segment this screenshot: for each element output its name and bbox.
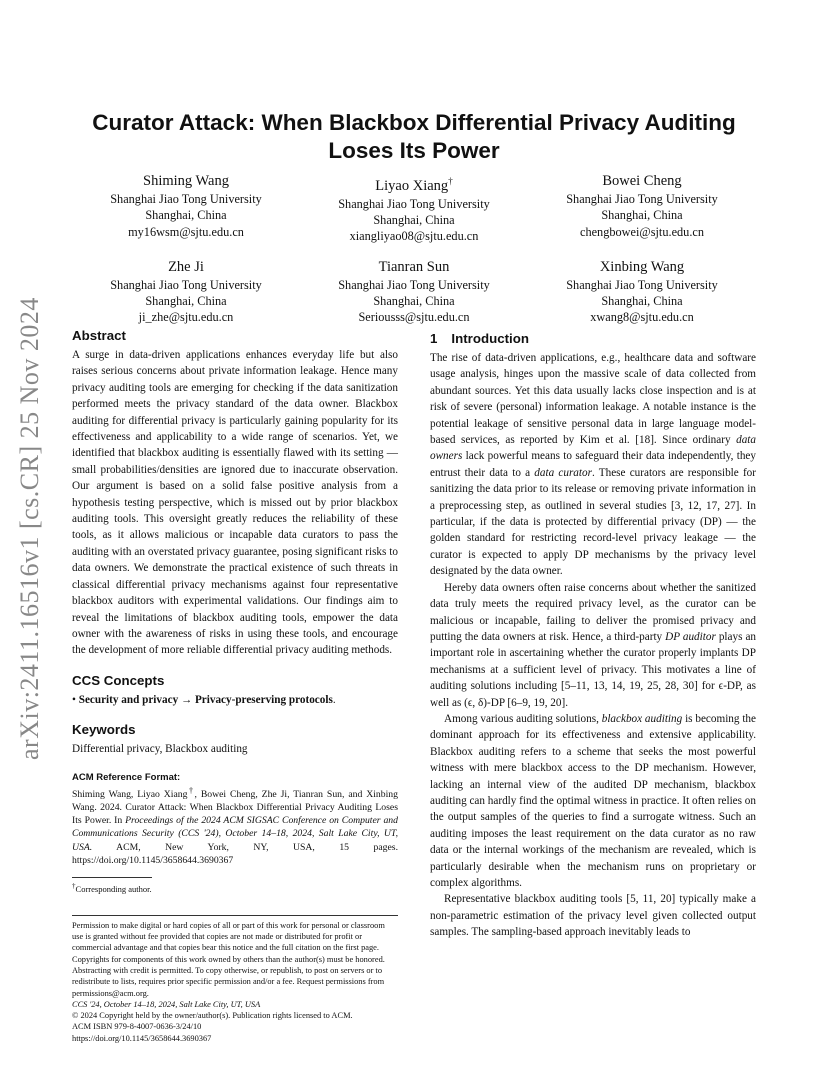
author-email[interactable]: xwang8@sjtu.edu.cn (590, 310, 694, 325)
copyright-line: © 2024 Copyright held by the owner/author(s). Publication rights licensed to ACM. (72, 1011, 353, 1021)
footnote-rule (72, 877, 152, 878)
author-location: Shanghai, China (601, 294, 683, 309)
author-name: Zhe Ji (168, 258, 204, 275)
abstract-heading: Abstract (72, 328, 126, 343)
intro-text: plays an important role in ascertaining whether the curator properly implants DP mechanisms at a sufficient level of privacy. This motivates a line of auditing solutions including [5–11, 13, 14, 19, 25, 28, 30] for ϵ-DP, as well as (ϵ, δ)-DP [6–9, 19, 20]. (430, 630, 757, 709)
author-email[interactable]: Seriousss@sjtu.edu.cn (358, 310, 470, 325)
author-email[interactable]: chengbowei@sjtu.edu.cn (579, 224, 704, 239)
author-affiliation: Shanghai Jiao Tong University (110, 192, 262, 206)
permission-text: Permission to make digital or hard copies of all or part of this work for personal or classroom use is granted without fee provided that copies are not made or distributed for profit or commercial advantage and that copies bear this notice and the full citation on the first page. Copyrights for components of this work owned by others than the author(s) must be honored. Abstracting with credit is permitted. To copy otherwise, or republish, to post on servers or to redistribute to lists, requires prior specific permission and/or a fee. Request permissions from permissions@acm.org. (72, 920, 385, 998)
intro-paragraph: Representative blackbox auditing tools [5, 11, 20] typically make a non-parametric estimation of the privacy level given collected output samples. The sampling-based approach inevitably leads to (430, 893, 756, 939)
acm-ref-authors-rest: , Bowei Cheng, Zhe Ji, Tianran Sun, and Xinbing Wang. 2024. Curator Attack: When Blackbox Differential Privacy Auditing Loses Its Power. In (72, 788, 398, 827)
footnote-text: Corresponding author. (75, 883, 152, 894)
author-location: Shanghai, China (145, 208, 227, 223)
author-email[interactable]: ji_zhe@sjtu.edu.cn (138, 310, 234, 325)
ccs-concepts-line (72, 692, 398, 708)
footnote-mark: † (72, 881, 76, 890)
author-name: Liyao Xiang (375, 177, 449, 194)
intro-paragraph (430, 580, 756, 711)
author-card (72, 257, 300, 326)
acm-ref-authors: Shiming Wang, Liyao Xiang (72, 788, 188, 800)
author-affiliation: Shanghai Jiao Tong University (338, 277, 490, 292)
author-affiliation: Shanghai Jiao Tong University (566, 192, 718, 206)
intro-text: lack powerful means to safeguard their data independently, they entrust their data to a (430, 450, 756, 479)
intro-text: The rise of data-driven applications, e.g., healthcare data and software usage analysis, hinges upon the massive scale of data collected from abundant sources. Yet this data usually lacks close inspection and is at risk of severe (personal) information leakage. A notable instance is the potential leakage of sensitive personal data in large language model-based services, as reported by Kim et al. [18]. Since ordinary (430, 352, 756, 447)
author-affiliation: Shanghai Jiao Tong University (110, 277, 262, 292)
ccs-subcategory: Privacy-preserving protocols (194, 693, 333, 706)
author-affiliation: Shanghai Jiao Tong University (566, 277, 718, 292)
author-name: Shiming Wang (143, 173, 229, 189)
conference-line (72, 999, 398, 1010)
author-card (528, 257, 756, 326)
intro-paragraph (430, 711, 756, 891)
permission-rule (72, 915, 398, 916)
ccs-category: Security and privacy (78, 693, 179, 706)
corresponding-mark: † (448, 176, 453, 186)
author-name: Bowei Cheng (602, 173, 682, 189)
author-location: Shanghai, China (601, 208, 683, 223)
ccs-arrow: → (180, 693, 193, 706)
keywords-heading: Keywords (72, 722, 136, 738)
intro-text: Hereby data owners often raise concerns about whether the sanitized data truly meets the required privacy level, as the curator can be malicious or incapable, failing to deliver the promised privacy and putting the data owners at risk. Hence, a third-party (430, 581, 756, 643)
ccs-concepts-heading: CCS Concepts (72, 672, 165, 688)
author-card (528, 171, 756, 245)
arxiv-identifier: arXiv:2411.16516v1 [cs.CR] 25 Nov 2024 (15, 297, 44, 760)
section-number: 1 (430, 331, 438, 346)
conference-text: CCS '24, October 14–18, 2024, Salt Lake City, UT, USA (72, 999, 261, 1009)
isbn-line: ACM ISBN 979-8-4007-0636-3/24/10 (72, 1022, 202, 1032)
intro-text: . These curators are responsible for sanitizing the data prior to its release or removing private information in a preprocessing step, as outlined in several studies [3, 12, 17, 27]. In particular, if the data is protected by differential privacy (DP) — the golden standard for restricting record-level privacy leakage — the curator is expected to apply DP mechanisms by the privacy level designated by the data owner. (430, 466, 757, 578)
corresponding-mark: † (187, 785, 195, 795)
intro-text: Among various auditing solutions, (444, 712, 602, 725)
section-title: Introduction (451, 331, 529, 346)
keywords-text: Differential privacy, Blackbox auditing (72, 743, 248, 756)
intro-emphasis: data curator (534, 466, 592, 479)
author-card (300, 171, 528, 245)
ccs-period: . (332, 693, 336, 706)
ccs-bullet: • (72, 693, 76, 706)
author-block (72, 171, 756, 326)
author-card (72, 171, 300, 245)
right-column (430, 330, 756, 941)
intro-emphasis: DP auditor (665, 630, 716, 643)
left-column (72, 327, 398, 1044)
author-location: Shanghai, China (373, 294, 455, 309)
author-email[interactable]: xiangliyao08@sjtu.edu.cn (349, 229, 479, 244)
acm-ref-tail: ACM, New York, NY, USA, 15 pages. https://doi.org/10.1145/3658644.3690367 (72, 841, 398, 866)
author-name: Tianran Sun (378, 258, 450, 275)
intro-heading (430, 330, 756, 347)
footnote (72, 881, 398, 895)
intro-paragraph (430, 350, 756, 580)
abstract-text: A surge in data-driven applications enhances everyday life but also raises serious concerns about private information leakage. Hence many privacy auditing tools are emerging for checking if the data sanitization performed meets the privacy standard of the data owner. Blackbox auditing for differential privacy is particularly gaining popularity for its effectiveness and applicability to a wide range of scenarios. Yet, we identified that blackbox auditing is essentially flawed with its setting — small probabilities/densities are ignored due to inaccurate observation. Our argument is based on a solid false positive analysis from a hypothesis testing perspective, which is missed out by prior blackbox auditing tools. This oversight greatly reduces the reliability of these tools, as it allows malicious or incapable data curators to pass the auditing with an overstated privacy guarantee, posing significant risks to data owners. We demonstrate the practical existence of such threats in classical differential privacy mechanisms against four representative blackbox auditors with experimental validations. Our findings aim to reveal the limitations of blackbox auditing tools, empower the data owner with the awareness of risks in using these tools, and encourage the development of more reliable differential privacy auditing methods. (72, 349, 398, 657)
author-card (300, 257, 528, 326)
acm-ref-venue: Proceedings of the 2024 ACM SIGSAC Conference on Computer and Communications Security (CCS '24), October 14–18, 2024, Salt Lake City, UT, USA. (72, 815, 398, 853)
author-name: Xinbing Wang (599, 258, 685, 275)
author-email[interactable]: my16wsm@sjtu.edu.cn (128, 224, 244, 239)
intro-emphasis: data owners (430, 434, 756, 463)
permission-block (72, 920, 398, 1044)
paper-title: Curator Attack: When Blackbox Differential Privacy Auditing Loses Its Power (92, 110, 736, 163)
acm-reference-heading: ACM Reference Format: (72, 771, 181, 783)
author-location: Shanghai, China (373, 213, 455, 228)
acm-reference-text (72, 784, 398, 867)
author-location: Shanghai, China (145, 294, 227, 309)
author-affiliation: Shanghai Jiao Tong University (338, 196, 490, 211)
intro-emphasis: blackbox auditing (601, 712, 683, 725)
doi-link[interactable]: https://doi.org/10.1145/3658644.3690367 (72, 1033, 212, 1043)
intro-text: is becoming the dominant approach for its effectiveness and extensive applicability. Blackbox auditing refers to a scheme that seeks the most powerful witness with mere blackbox access to the DP mechanism. However, lacking an internal view of the audited DP mechanism, blackbox auditing can hardly find the optimal witness in practice. It often relies on the output samples of the queries to find a surrogate witness. Such an auditing imposes the least requirement on the data curator as no raw data or the internal workings of the mechanism are revealed, which is particularly desirable when the mechanism runs on proprietary or complex algorithms. (430, 712, 756, 889)
author-name-line (300, 171, 528, 196)
